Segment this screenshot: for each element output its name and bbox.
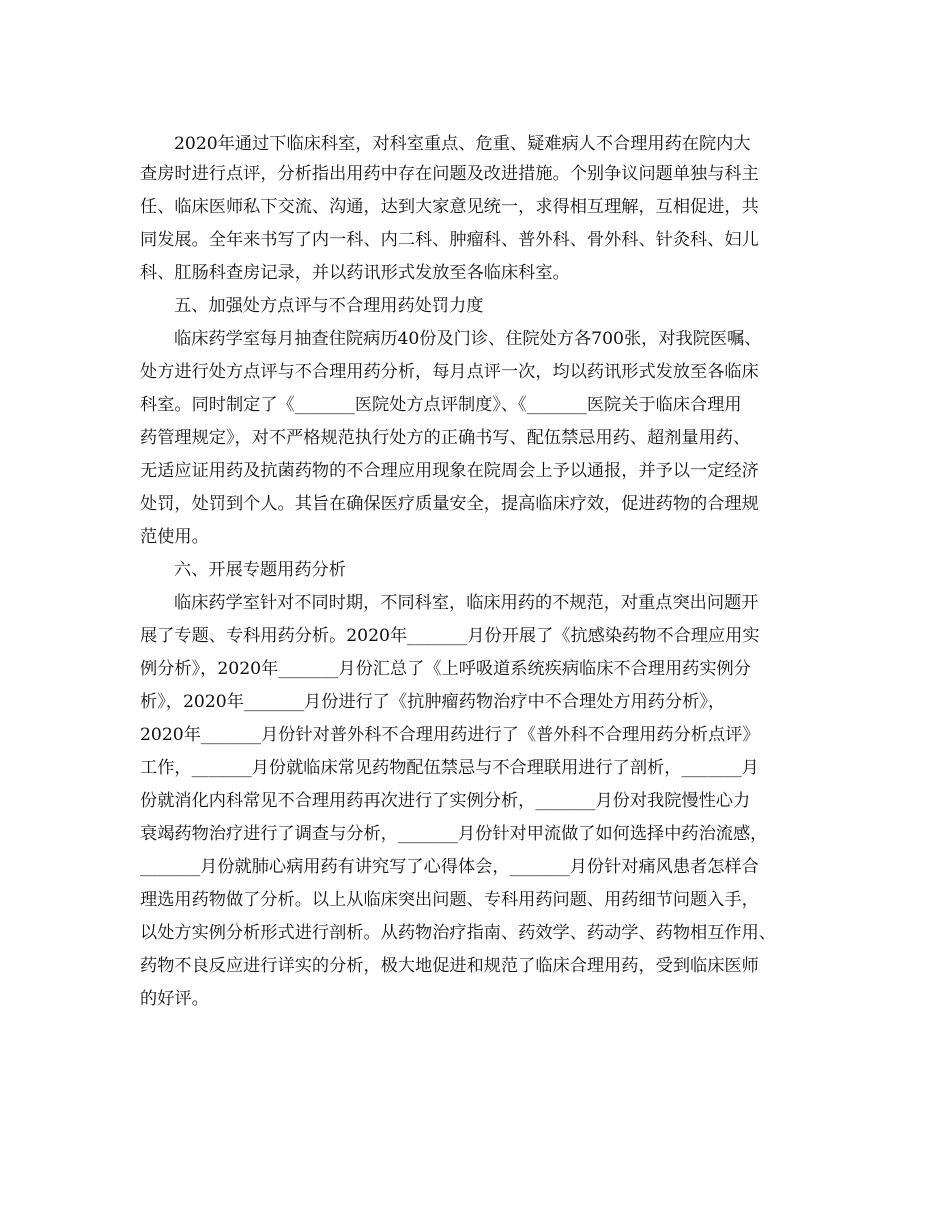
text-line: 2020年_______月份针对普外科不合理用药进行了《普外科不合理用药分析点评》 [140,725,760,745]
text-line: 科、肛肠科查房记录，并以药讯形式发放至各临床科室。 [140,263,570,283]
text-line: _______月份就肺心病用药有讲究写了心得体会，_______月份针对痛风患者怎样合 [140,857,759,877]
text-line: 同发展。全年来书写了内一科、内二科、肿瘤科、普外科、骨外科、针灸科、妇儿 [140,230,759,250]
text-line: 科室。同时制定了《_______医院处方点评制度》、《_______医院关于临床合理用 [140,395,742,415]
text-line: 药物不良反应进行详实的分析，极大地促进和规范了临床合理用药，受到临床医师 [140,956,759,976]
text-line: 查房时进行点评，分析指出用药中存在问题及改进措施。个别争议问题单独与科主 [140,164,759,184]
text-line: 份就消化内科常见不合理用药再次进行了实例分析，_______月份对我院慢性心力 [140,791,751,811]
section-heading: 六、开展专题用药分析 [174,560,346,580]
text-line: 任、临床医师私下交流、沟通，达到大家意见统一，求得相互理解，互相促进，共 [140,197,759,217]
text-line: 的好评。 [140,989,209,1009]
text-line: 临床药学室每月抽查住院病历40份及门诊、住院处方各700张，对我院医嘱、 [174,329,762,349]
text-line: 处罚，处罚到个人。其旨在确保医疗质量安全，提高临床疗效，促进药物的合理规 [140,494,759,514]
text-line: 展了专题、专科用药分析。2020年_______月份开展了《抗感染药物不合理应用实 [140,626,760,646]
text-line: 药管理规定》，对不严格规范执行处方的正确书写、配伍禁忌用药、超剂量用药、 [140,428,751,448]
text-line: 范使用。 [140,527,209,547]
text-line: 以处方实例分析形式进行剖析。从药物治疗指南、药效学、药动学、药物相互作用、 [140,923,776,943]
text-line: 衰竭药物治疗进行了调查与分析，_______月份针对甲流做了如何选择中药治流感， [140,824,768,844]
text-line: 理选用药物做了分析。以上从临床突出问题、专科用药问题、用药细节问题入手， [140,890,759,910]
text-line: 无适应证用药及抗菌药物的不合理应用现象在院周会上予以通报，并予以一定经济 [140,461,759,481]
section-heading: 五、加强处方点评与不合理用药处罚力度 [174,296,484,316]
text-line: 2020年通过下临床科室，对科室重点、危重、疑难病人不合理用药在院内大 [174,134,751,154]
text-line: 临床药学室针对不同时期，不同科室，临床用药的不规范，对重点突出问题开 [174,593,759,613]
text-line: 处方进行处方点评与不合理用药分析，每月点评一次，均以药讯形式发放至各临床 [140,362,759,382]
text-line: 析》，2020年_______月份进行了《抗肿瘤药物治疗中不合理处方用药分析》， [140,692,726,712]
text-line: 例分析》，2020年_______月份汇总了《上呼吸道系统疾病临床不合理用药实例分 [140,659,751,679]
text-line: 工作，_______月份就临床常见药物配伍禁忌与不合理联用进行了剖析，_______月 [140,758,759,778]
